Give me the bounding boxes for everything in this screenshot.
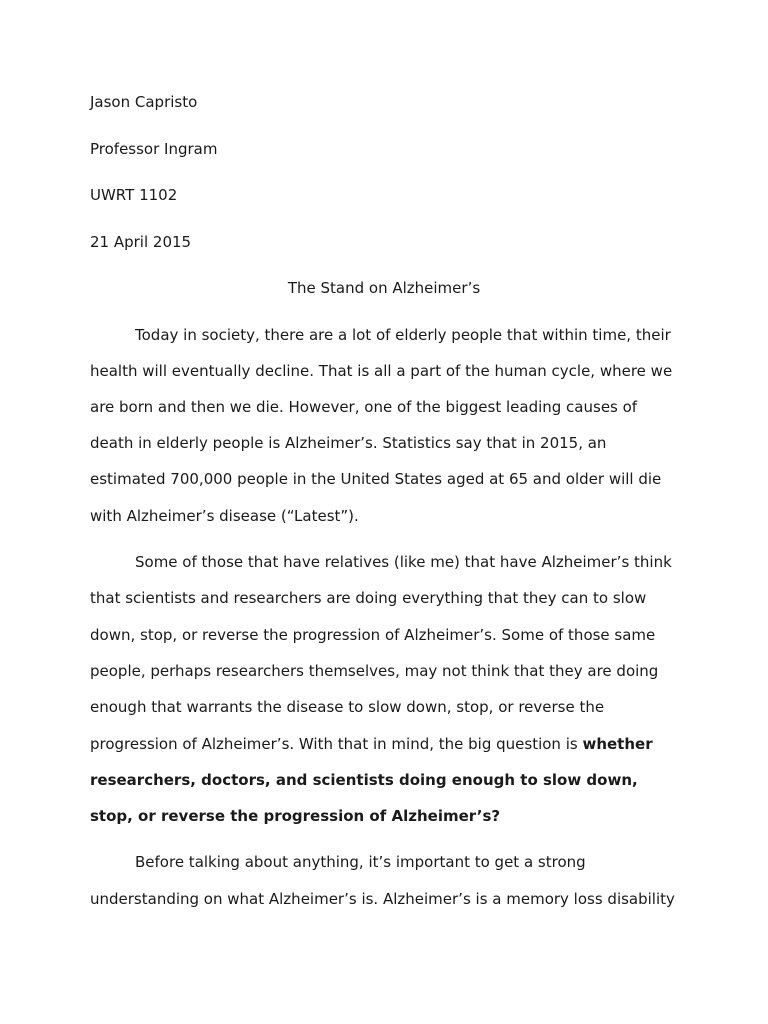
author-name: Jason Capristo (90, 93, 198, 111)
text-segment: progression of Alzheimer’s. With that in mind, the big question is (90, 735, 583, 753)
text-line: down, stop, or reverse the progression of Alzheimer’s. Some of those same (90, 626, 656, 644)
text-line: understanding on what Alzheimer’s is. Alzheimer’s is a memory loss disability (90, 890, 675, 908)
text-line: Before talking about anything, it’s important to get a strong (135, 853, 586, 871)
essay-title: The Stand on Alzheimer’s (287, 279, 481, 297)
text-line: with Alzheimer’s disease (“Latest”). (90, 507, 359, 525)
research-question-start: whether (582, 735, 653, 753)
text-line: health will eventually decline. That is all a part of the human cycle, where we (90, 362, 673, 380)
text-line: enough that warrants the disease to slow down, stop, or reverse the (90, 698, 605, 716)
text-line: estimated 700,000 people in the United States aged at 65 and older will die (90, 470, 662, 488)
text-line: people, perhaps researchers themselves, may not think that they are doing (90, 662, 659, 680)
professor-name: Professor Ingram (90, 140, 218, 158)
research-question-line: stop, or reverse the progression of Alzheimer’s? (90, 807, 501, 825)
text-line: death in elderly people is Alzheimer’s. Statistics say that in 2015, an (90, 434, 607, 452)
text-line (90, 734, 653, 754)
essay-date: 21 April 2015 (90, 233, 192, 251)
research-question-line: researchers, doctors, and scientists doing enough to slow down, (90, 771, 638, 789)
course-code: UWRT 1102 (90, 186, 178, 204)
text-line: are born and then we die. However, one of the biggest leading causes of (90, 398, 638, 416)
text-line: that scientists and researchers are doing everything that they can to slow (90, 589, 647, 607)
text-line: Today in society, there are a lot of elderly people that within time, their (135, 326, 671, 344)
text-line: Some of those that have relatives (like me) that have Alzheimer’s think (135, 553, 672, 571)
